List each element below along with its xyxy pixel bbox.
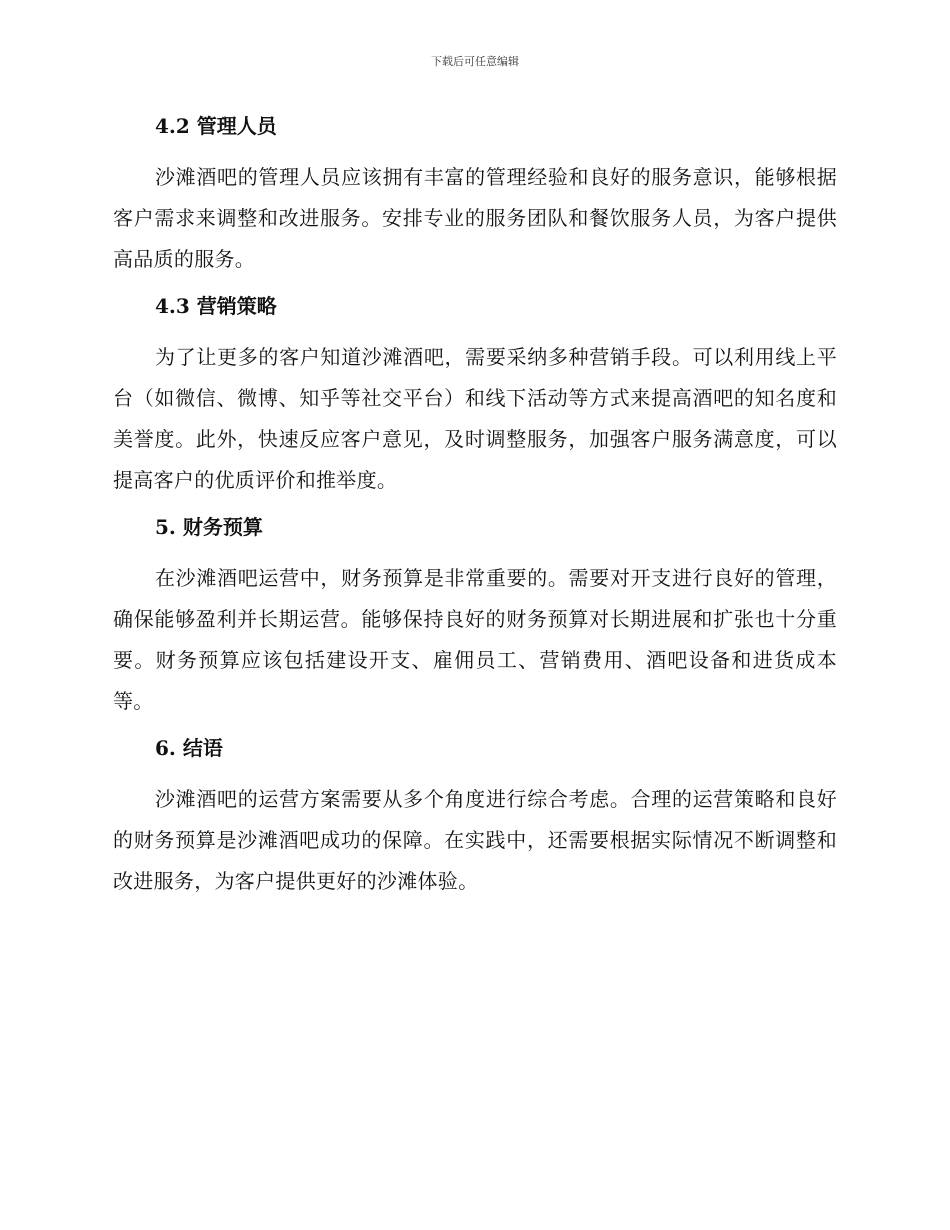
section-paragraph: 沙滩酒吧的运营方案需要从多个角度进行综合考虑。合理的运营策略和良好的财务预算是沙滩酒吧成功的保障。在实践中，还需要根据实际情况不断调整和改进服务，为客户提供更好的沙滩体验。 xyxy=(113,787,837,893)
section-paragraph: 为了让更多的客户知道沙滩酒吧，需要采纳多种营销手段。可以利用线上平台（如微信、微博、知乎等社交平台）和线下活动等方式来提高酒吧的知名度和美誉度。此外，快速反应客户意见，及时调整服务，加强客户服务满意度，可以提高客户的优质评价和推举度。 xyxy=(113,345,837,492)
section-marketing-strategy xyxy=(113,289,837,501)
section-financial-budget xyxy=(113,510,837,722)
section-heading: 6. 结语 xyxy=(155,736,223,760)
section-conclusion xyxy=(113,731,837,902)
section-heading: 4.2 管理人员 xyxy=(155,114,277,138)
page-header-note: 下载后可任意编辑 xyxy=(431,55,519,68)
section-paragraph: 在沙滩酒吧运营中，财务预算是非常重要的。需要对开支进行良好的管理，确保能够盈利并长期运营。能够保持良好的财务预算对长期进展和扩张也十分重要。财务预算应该包括建设开支、雇佣员工、营销费用、酒吧设备和进货成本等。 xyxy=(113,566,837,713)
section-heading: 5. 财务预算 xyxy=(155,515,263,539)
document-body xyxy=(113,109,837,902)
section-paragraph: 沙滩酒吧的管理人员应该拥有丰富的管理经验和良好的服务意识，能够根据客户需求来调整和改进服务。安排专业的服务团队和餐饮服务人员，为客户提供高品质的服务。 xyxy=(113,165,837,271)
section-heading: 4.3 营销策略 xyxy=(155,294,277,318)
section-management-staff xyxy=(113,109,837,280)
